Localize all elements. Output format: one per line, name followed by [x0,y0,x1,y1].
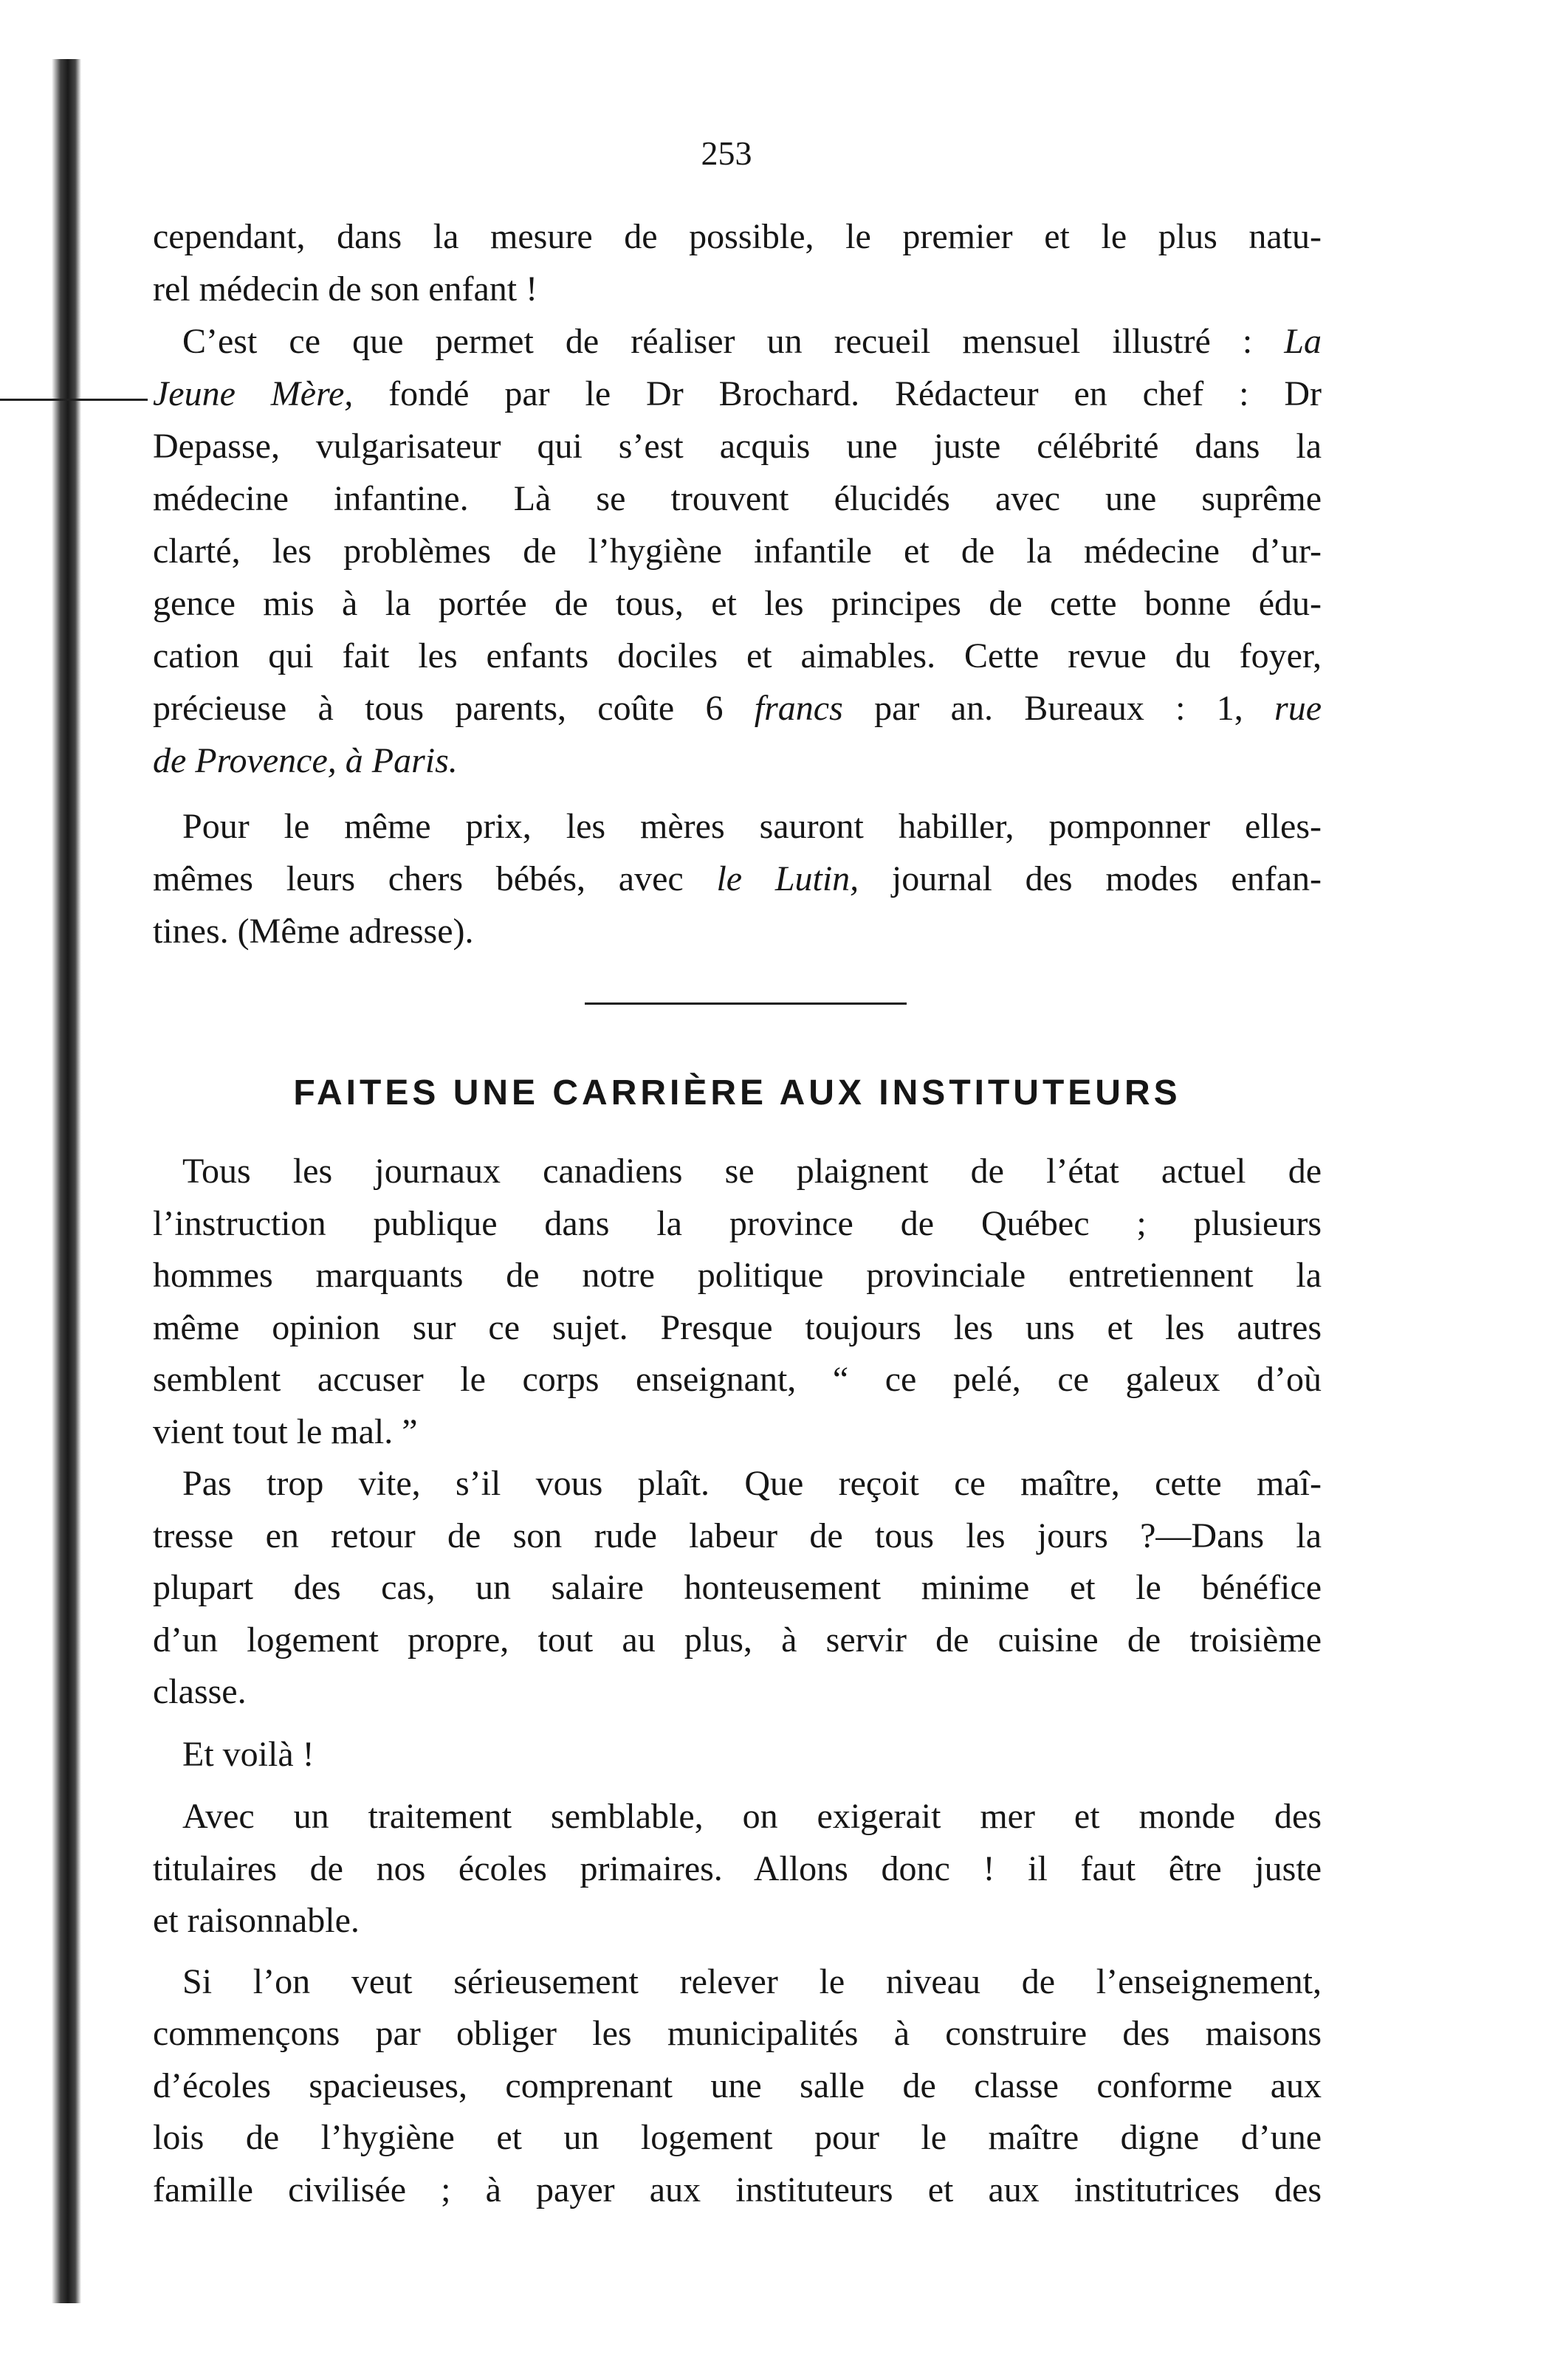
text-run: C’est ce que permet de réaliser un recueil mensuel illustré : [182,322,1285,361]
text-line [153,1458,1322,1510]
text-run: tresse en retour de son rude labeur de tous les jours ?—Dans la [153,1516,1322,1555]
text-line [153,2060,1322,2113]
paragraph [153,800,1322,957]
text-line [153,1666,1322,1719]
bottom-text-block [153,1146,1322,2216]
text-line [153,472,1322,525]
text-line [153,1354,1322,1406]
page-number: 253 [701,134,752,172]
text-run: journal des modes enfan- [859,859,1322,898]
text-line [153,368,1322,420]
text-line [153,1895,1322,1947]
text-line [153,2164,1322,2217]
text-run: d’un logement propre, tout au plus, à servir de cuisine de troisième [153,1620,1322,1660]
text-line [153,2008,1322,2060]
italic-text: de Provence, à Paris. [153,741,458,780]
paragraph [153,1146,1322,1458]
text-line [153,1146,1322,1198]
text-line [153,1510,1322,1563]
text-line [153,1729,1322,1781]
margin-mark [0,399,148,401]
text-run: classe. [153,1672,247,1711]
paragraph [153,210,1322,315]
text-line [153,420,1322,472]
text-run: Pour le même prix, les mères sauront habiller, pomponner elles- [182,807,1322,846]
text-line [153,2112,1322,2164]
text-line [153,1250,1322,1302]
text-run: Si l’on veut sérieusement relever le niveau de l’enseignement, [182,1961,1322,2001]
text-line [153,263,1322,315]
text-run: gence mis à la portée de tous, et les principes de cette bonne édu- [153,584,1322,623]
paragraph [153,1791,1322,1947]
text-run: mêmes leurs chers bébés, avec [153,859,717,898]
text-run: plupart des cas, un salaire honteusement minime et le bénéfice [153,1568,1322,1607]
italic-text: le Lutin, [716,859,859,898]
binding-edge [52,59,81,2303]
text-line [153,905,1322,957]
italic-text: rue [1274,689,1322,728]
text-run: Avec un traitement semblable, on exigerait mer et monde des [182,1797,1322,1836]
text-line [153,1614,1322,1667]
text-run: précieuse à tous parents, coûte 6 [153,689,755,728]
text-line [153,1406,1322,1459]
text-run: clarté, les problèmes de l’hygiène infantile et de la médecine d’ur- [153,532,1322,571]
text-line [153,853,1322,905]
paragraph [153,1956,1322,2217]
text-run: cation qui fait les enfants dociles et aimables. Cette revue du foyer, [153,636,1322,675]
text-run: d’écoles spacieuses, comprenant une salle de classe conforme aux [153,2066,1322,2105]
text-line [153,525,1322,577]
italic-text: Jeune Mère, [153,374,354,413]
text-run: médecine infantine. Là se trouvent élucidés avec une suprême [153,479,1322,518]
text-run: Pas trop vite, s’il vous plaît. Que reçoit ce maître, cette maî- [182,1464,1322,1503]
text-line [153,1562,1322,1614]
text-run: Et voilà ! [182,1734,315,1774]
text-line [153,315,1322,368]
text-line [153,1956,1322,2009]
top-text-block [153,210,1322,957]
text-run: lois de l’hygiène et un logement pour le maître digne d’une [153,2118,1322,2157]
text-run: famille civilisée ; à payer aux instituteurs et aux institutrices des [153,2170,1322,2209]
text-run: par an. Bureaux : 1, [842,689,1275,728]
paragraph [153,1458,1322,1719]
text-line [153,682,1322,735]
text-run: fondé par le Dr Brochard. Rédacteur en chef : Dr [353,374,1322,413]
paragraph [153,315,1322,787]
text-run: cependant, dans la mesure de possible, le premier et le plus natu- [153,217,1322,256]
text-line [153,1843,1322,1896]
text-run: Tous les journaux canadiens se plaignent de l’état actuel de [182,1152,1322,1191]
italic-text: La [1284,322,1322,361]
section-heading: FAITES UNE CARRIÈRE AUX INSTITUTEURS [293,1073,1181,1112]
text-run: tines. (Même adresse). [153,912,474,951]
text-run: même opinion sur ce sujet. Presque toujours les uns et les autres [153,1307,1322,1347]
text-line [153,1198,1322,1251]
text-line [153,800,1322,853]
section-divider [585,1002,907,1005]
text-run: vient tout le mal. ” [153,1411,418,1451]
text-run: l’instruction publique dans la province de Québec ; plusieurs [153,1203,1322,1243]
text-run: semblent accuser le corps enseignant, “ ce pelé, ce galeux d’où [153,1360,1322,1399]
text-run: et raisonnable. [153,1901,360,1940]
text-line [153,210,1322,263]
text-line [153,577,1322,630]
text-run: commençons par obliger les municipalités à construire des maisons [153,2014,1322,2053]
text-line [153,1302,1322,1355]
italic-text: francs [754,689,843,728]
paragraph [153,1729,1322,1781]
text-run: titulaires de nos écoles primaires. Allons donc ! il faut être juste [153,1848,1322,1888]
text-run: rel médecin de son enfant ! [153,269,538,309]
text-run: hommes marquants de notre politique provinciale entretiennent la [153,1256,1322,1295]
text-line [153,735,1322,787]
text-line [153,630,1322,682]
text-line [153,1791,1322,1843]
text-run: Depasse, vulgarisateur qui s’est acquis une juste célébrité dans la [153,427,1322,466]
